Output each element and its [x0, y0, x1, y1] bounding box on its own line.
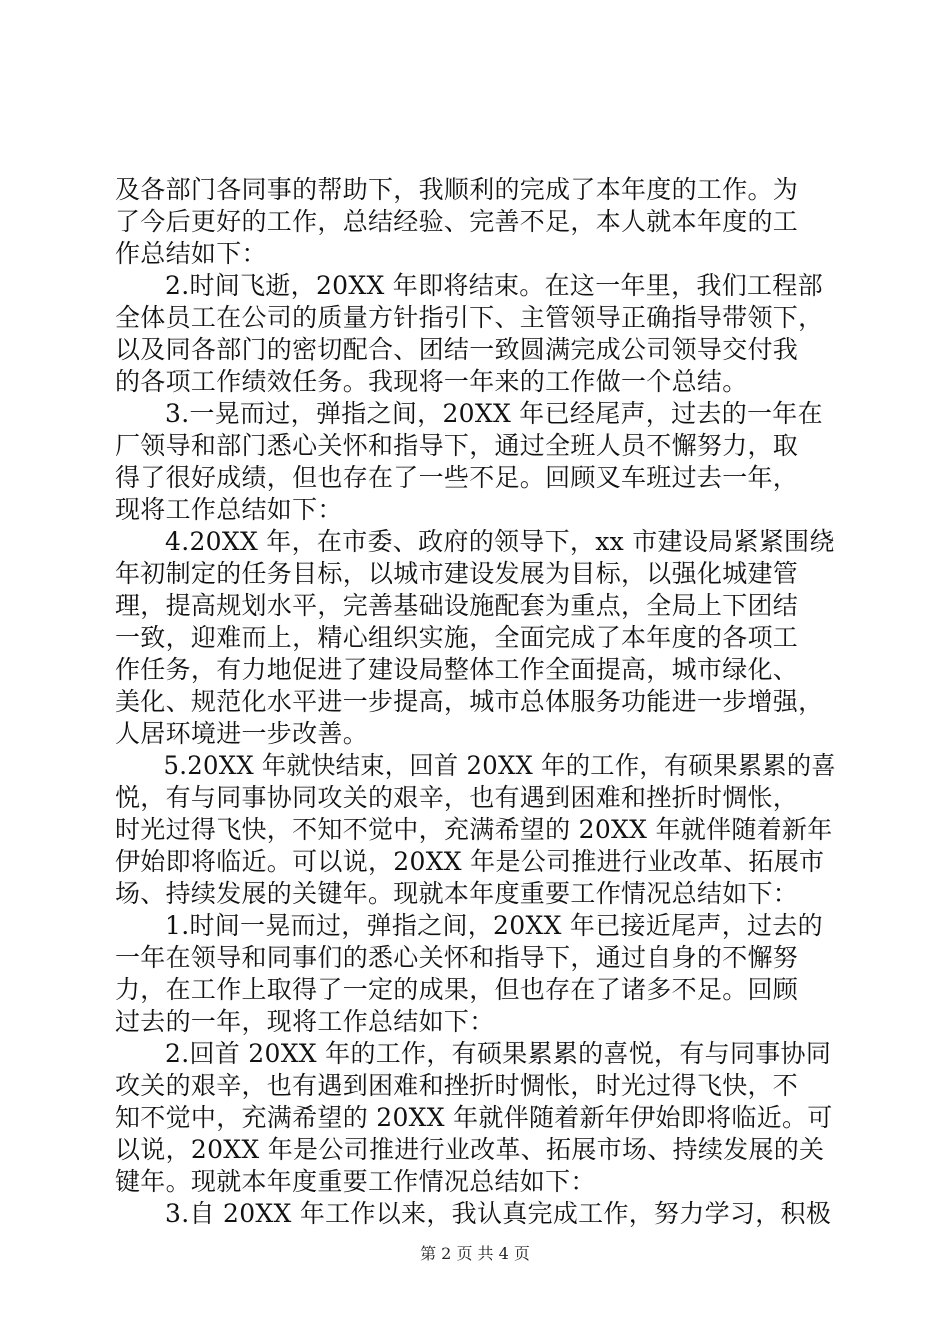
document-body [115, 174, 837, 1230]
text-line: 场、持续发展的关键年。现就本年度重要工作情况总结如下： [115, 879, 799, 908]
text-line: 5.20XX 年就快结束，回首 20XX 年的工作，有硕果累累的喜 [163, 751, 836, 780]
page-footer: 第 2 页 共 4 页 [420, 1244, 530, 1263]
text-line: 力，在工作上取得了一定的成果，但也存在了诸多不足。回顾 [115, 975, 799, 1004]
text-line: 得了很好成绩，但也存在了一些不足。回顾叉车班过去一年， [115, 463, 799, 492]
text-line: 1.时间一晃而过，弹指之间，20XX 年已接近尾声，过去的 [165, 911, 823, 940]
text-line: 一年在领导和同事们的悉心关怀和指导下，通过自身的不懈努 [115, 943, 799, 972]
text-line: 键年。现就本年度重要工作情况总结如下： [115, 1167, 596, 1196]
text-line: 以说，20XX 年是公司推进行业改革、拓展市场、持续发展的关 [115, 1135, 825, 1164]
text-line: 攻关的艰辛，也有遇到困难和挫折时惆怅，时光过得飞快，不 [115, 1071, 799, 1100]
text-line: 及各部门各同事的帮助下，我顺利的完成了本年度的工作。为 [115, 175, 799, 204]
text-line: 以及同各部门的密切配合、团结一致圆满完成公司领导交付我 [115, 335, 799, 364]
text-line: 作总结如下： [115, 239, 267, 268]
text-line: 2.回首 20XX 年的工作，有硕果累累的喜悦，有与同事协同 [165, 1039, 832, 1068]
text-line: 厂领导和部门悉心关怀和指导下，通过全班人员不懈努力，取 [115, 431, 799, 460]
text-line: 了今后更好的工作，总结经验、完善不足，本人就本年度的工 [115, 207, 799, 236]
text-line: 作任务，有力地促进了建设局整体工作全面提高，城市绿化、 [115, 655, 799, 684]
text-line: 过去的一年，现将工作总结如下： [115, 1007, 495, 1036]
text-line: 现将工作总结如下： [115, 495, 343, 524]
text-line: 美化、规范化水平进一步提高，城市总体服务功能进一步增强， [115, 687, 824, 716]
text-line: 理，提高规划水平，完善基础设施配套为重点，全局上下团结 [115, 591, 799, 620]
text-line: 悦，有与同事协同攻关的艰辛，也有遇到困难和挫折时惆怅， [115, 783, 799, 812]
text-line: 的各项工作绩效任务。我现将一年来的工作做一个总结。 [115, 367, 748, 396]
text-line: 3.自 20XX 年工作以来，我认真完成工作，努力学习，积极 [165, 1199, 832, 1228]
text-line: 2.时间飞逝，20XX 年即将结束。在这一年里，我们工程部 [165, 271, 823, 300]
text-line: 3.一晃而过，弹指之间，20XX 年已经尾声，过去的一年在 [165, 399, 823, 428]
text-line: 时光过得飞快，不知不觉中，充满希望的 20XX 年就伴随着新年 [115, 815, 833, 844]
text-line: 全体员工在公司的质量方针指引下、主管领导正确指导带领下， [115, 303, 824, 332]
text-line: 年初制定的任务目标，以城市建设发展为目标，以强化城建管 [115, 559, 799, 588]
text-line: 一致，迎难而上，精心组织实施，全面完成了本年度的各项工 [115, 623, 799, 652]
text-line: 人居环境进一步改善。 [115, 719, 369, 748]
text-line: 伊始即将临近。可以说，20XX 年是公司推进行业改革、拓展市 [115, 847, 825, 876]
text-line: 知不觉中，充满希望的 20XX 年就伴随着新年伊始即将临近。可 [115, 1103, 833, 1132]
text-line: 4.20XX 年，在市委、政府的领导下，xx 市建设局紧紧围绕 [165, 527, 835, 556]
